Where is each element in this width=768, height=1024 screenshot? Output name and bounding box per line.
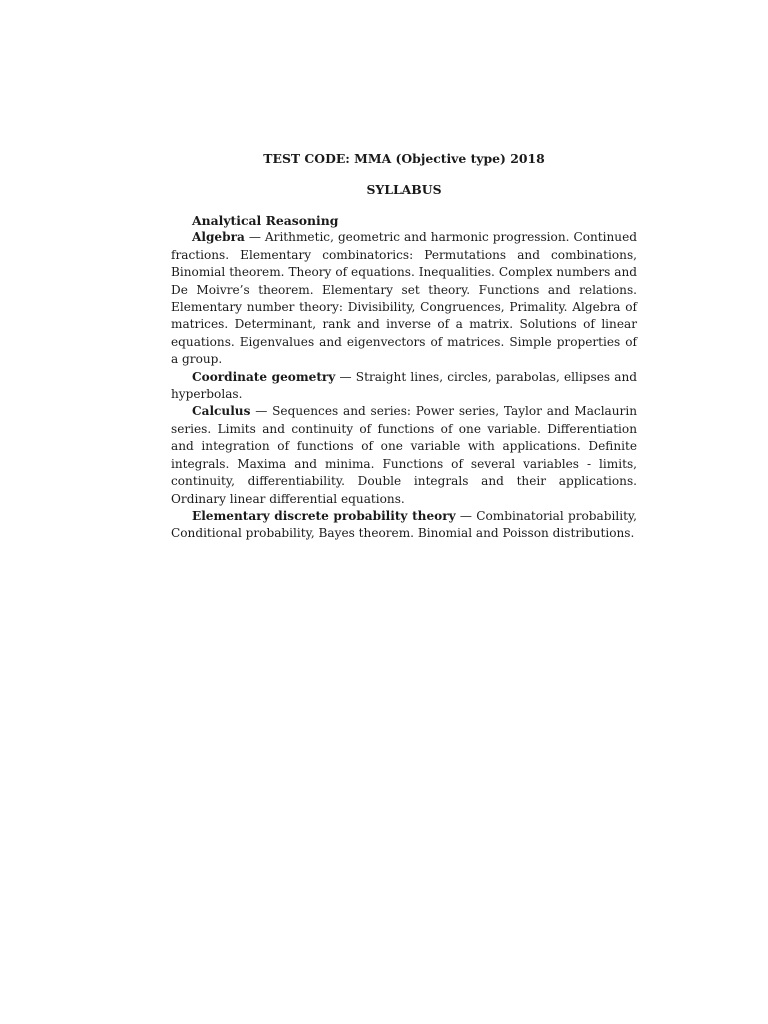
topic-coordinate-geometry <box>171 369 637 404</box>
topic-description: — Sequences and series: Power series, Taylor and Maclaurin series. Limits and continuity of functions of one variable. Differentiation and integration of functions of one variable with applications. Definite integrals. Maxima and minima. Functions of several variables - limits, continuity, differentiability. Double integrals and their applications. Ordinary linear differential equations. <box>171 404 637 506</box>
topic-description: — Combinatorial probability, Conditional probability, Bayes theorem. Binomial and Poisson distributions. <box>171 508 637 541</box>
topic-term: Algebra <box>192 230 245 245</box>
topic-description: — Arithmetic, geometric and harmonic progression. Continued fractions. Elementary combinatorics: Permutations and combinations, Binomial theorem. Theory of equations. Inequalities. Complex numbers and De Moivre’s theorem. Elementary set theory. Functions and relations. Elementary number theory: Divisibility, Congruences, Primality. Algebra of matrices. Determinant, rank and inverse of a matrix. Solutions of linear equations. Eigenvalues and eigenvectors of matrices. Simple properties of a group. <box>171 230 637 367</box>
section-heading: Analytical Reasoning <box>192 213 339 228</box>
topic-calculus <box>171 403 637 507</box>
document-subtitle: SYLLABUS <box>366 182 442 197</box>
topic-description: — Straight lines, circles, parabolas, ellipses and hyperbolas. <box>171 369 638 402</box>
topic-term: Elementary discrete probability theory <box>192 508 456 523</box>
document-content <box>171 150 637 543</box>
topic-probability <box>171 508 637 543</box>
topic-algebra <box>171 229 637 368</box>
document-title: TEST CODE: MMA (Objective type) 2018 <box>263 151 545 166</box>
topic-term: Coordinate geometry <box>192 369 336 384</box>
topic-term: Calculus <box>192 404 251 419</box>
